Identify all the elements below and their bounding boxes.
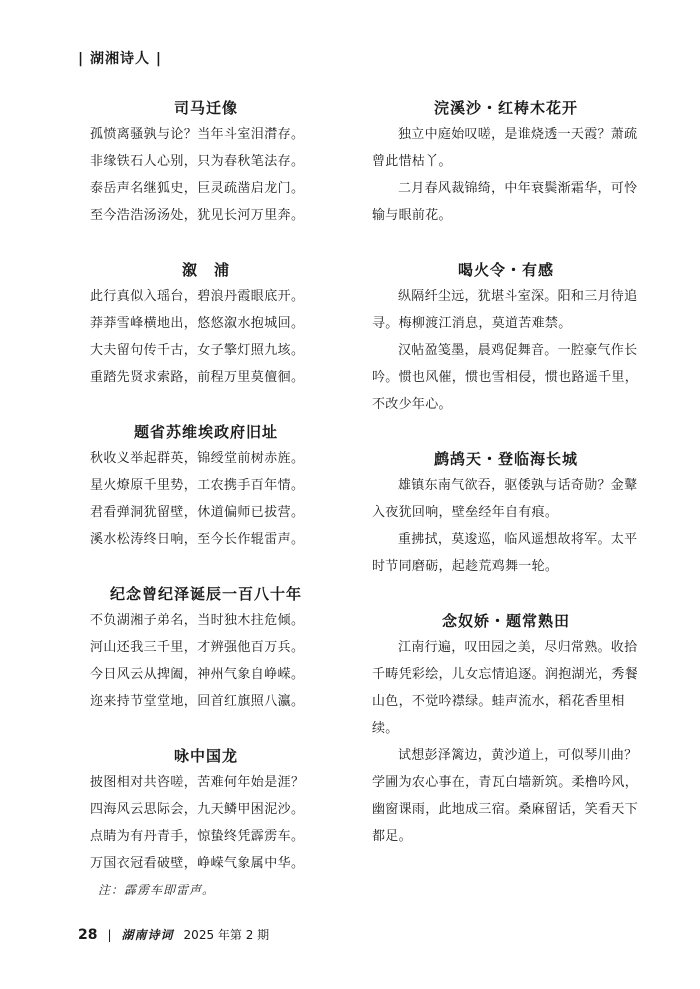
poem-line: 河山还我三千里，才辨强他百万兵。 <box>90 640 305 655</box>
poem-line: 此行真似入瑶台，碧浪丹霞眼底开。 <box>90 289 305 304</box>
poem-title: 喝火令・有感 <box>457 261 554 279</box>
poem <box>90 260 322 391</box>
poem-stanza: 汉帖盈笺墨，晨鸡促舞音。一腔豪气作长吟。惯也风催，惯也雪相侵，惯也路遥千里，不改少年心。 <box>372 343 639 412</box>
poem-title: 题省苏维埃政府旧址 <box>133 423 278 441</box>
poem-line: 不负湖湘子弟名，当时独木拄危倾。 <box>90 613 305 628</box>
issue-label: 2025 年第 2 期 <box>183 928 270 942</box>
poem-line: 迩来持节堂堂地，回首红旗照八瀛。 <box>90 694 305 709</box>
poem-title: 念奴娇・题常熟田 <box>441 612 570 630</box>
magazine-logo: 湖南诗词 <box>121 928 174 942</box>
poem-title: 咏中国龙 <box>173 747 238 765</box>
poem-line: 莽莽雪峰横地出，悠悠溆水抱城回。 <box>90 316 305 331</box>
section-header: | 湖湘诗人 | <box>78 51 162 67</box>
poem-title: 纪念曾纪泽诞辰一百八十年 <box>109 585 302 603</box>
poem-line: 泰岳声名继狐史，巨灵疏凿启龙门。 <box>90 181 305 196</box>
poem-stanza: 二月春风裁锦绮，中年衰鬓渐霜华，可怜输与眼前花。 <box>372 181 638 223</box>
poem <box>372 260 640 418</box>
poem-stanza: 江南行遍，叹田园之美，尽归常熟。收拾千畴凭彩绘，儿女忘情追逐。润抱湖光，秀餐山色，不觉吟襟绿。蛙声流水，稻花香里相续。 <box>372 640 639 736</box>
poem-line: 披图相对共咨嗟，苦难何年始是涯？ <box>90 775 305 790</box>
poem <box>90 584 322 715</box>
poem-stanza: 独立中庭始叹嗟，是谁烧透一天霞？萧疏曾此惜枯丫。 <box>372 127 638 169</box>
poem-line: 溪水松涛终日响，至今长作辊雷声。 <box>90 532 305 547</box>
page-number: 28 <box>78 926 98 943</box>
poem <box>372 611 640 850</box>
poem-line: 点睛为有丹青手，惊蛰终凭霹雳车。 <box>90 829 305 844</box>
poem-stanza: 重拂拭，莫逡巡，临风遥想故将军。太平时节同磨砺，起趁荒鸡舞一轮。 <box>372 532 638 574</box>
poem-stanza: 试想彭泽篱边，黄沙道上，可似琴川曲？学圃为农心事在，青瓦白墙新筑。柔橹吟风，幽窗课雨，此地成三宿。桑麻留话，笑看天下都足。 <box>372 748 639 844</box>
poem-line: 万国衣冠看破壁，峥嵘气象属中华。 <box>90 856 305 871</box>
poem-line: 今日风云从捭阖，神州气象自峥嵘。 <box>90 667 305 682</box>
poem-line: 秋收义举起群英，锦绶堂前树赤旌。 <box>90 451 305 466</box>
poem-line: 至今浩浩汤汤处，犹见长河万里奔。 <box>90 208 305 223</box>
poem-title: 鹧鸪天・登临海长城 <box>433 450 578 468</box>
poem <box>372 449 640 580</box>
poem-line: 星火燎原千里势，工农携手百年情。 <box>90 478 305 493</box>
poem-stanza: 纵隔纤尘远，犹堪斗室深。阳和三月待追寻。梅柳渡江消息，莫道苦难禁。 <box>372 289 638 331</box>
poem-line: 四海风云思际会，九天鳞甲困泥沙。 <box>90 802 305 817</box>
page-footer <box>78 926 269 943</box>
poem <box>90 746 322 904</box>
poem <box>90 98 322 229</box>
poem <box>372 98 640 229</box>
footer-separator: | <box>107 927 112 942</box>
poem <box>90 422 322 553</box>
poem-line: 非缘铁石人心别，只为春秋笔法存。 <box>90 154 305 169</box>
poem-title: 溆 浦 <box>181 261 230 279</box>
poem-stanza: 雄镇东南气欲吞，驱倭孰与话奇勋？金鼙入夜犹回响，壁垒经年自有痕。 <box>372 478 638 520</box>
poem-note: 注：霹雳车即雷声。 <box>98 883 216 897</box>
poem-line: 孤愤离骚孰与论？当年斗室泪潸存。 <box>90 127 305 142</box>
poem-line: 大夫留句传千古，女子擎灯照九垓。 <box>90 343 305 358</box>
right-column <box>372 98 640 850</box>
left-column <box>90 98 322 904</box>
poem-line: 重踏先贤求索路，前程万里莫儃徊。 <box>90 370 305 385</box>
poem-title: 司马迁像 <box>173 99 238 117</box>
poem-title: 浣溪沙・红梼木花开 <box>433 99 578 117</box>
poem-line: 君看弹洞犹留壁，休道偏师已拔营。 <box>90 505 305 520</box>
